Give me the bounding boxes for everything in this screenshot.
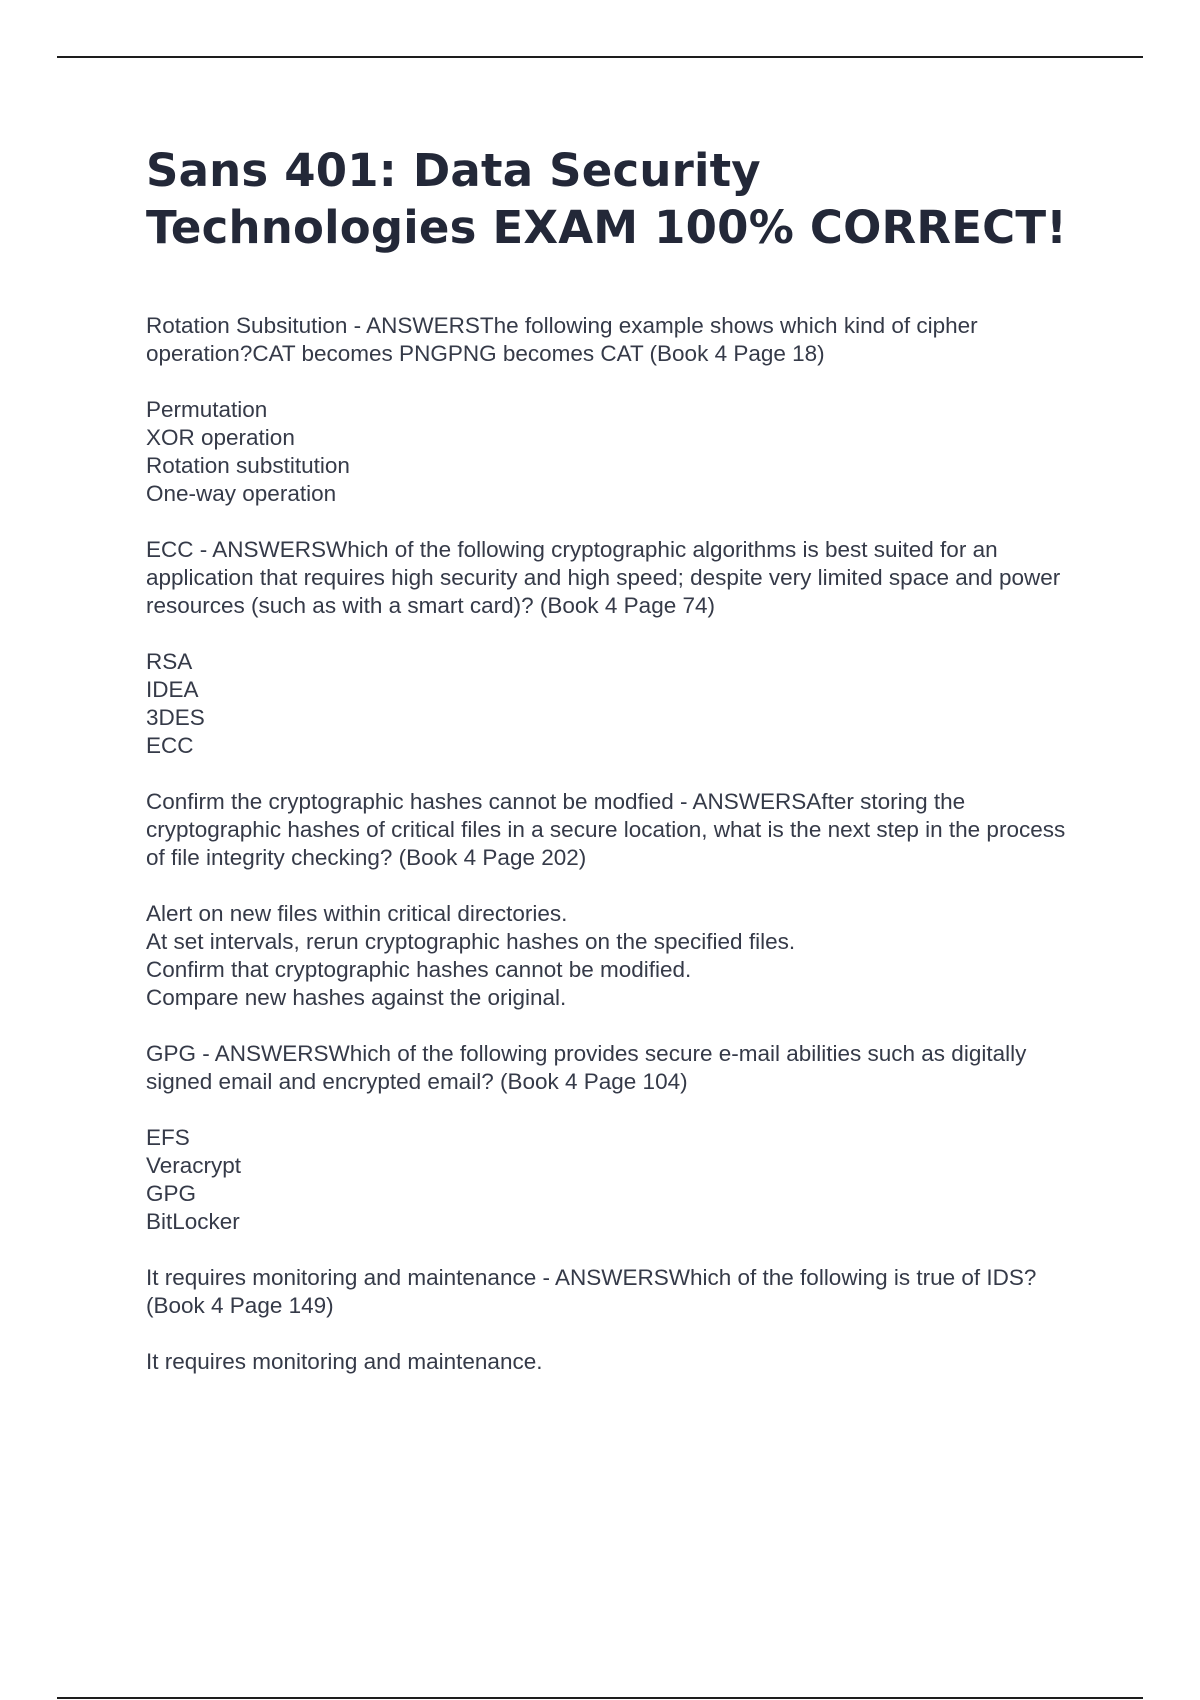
option-item: XOR operation	[146, 425, 295, 450]
question-list	[146, 312, 1076, 1376]
document-body	[146, 142, 1076, 1376]
qa-item	[146, 536, 1076, 760]
qa-item	[146, 788, 1076, 1012]
option-item: RSA	[146, 649, 193, 674]
option-item: ECC	[146, 733, 194, 758]
option-list	[146, 1348, 1076, 1376]
option-item: IDEA	[146, 677, 199, 702]
question-text: GPG - ANSWERSWhich of the following provides secure e-mail abilities such as digitally signed email and encrypted email? (Book 4 Page 104)	[146, 1041, 1027, 1094]
document-title: Sans 401: Data Security Technologies EXAM 100% CORRECT!	[146, 144, 1068, 254]
option-item: BitLocker	[146, 1209, 240, 1234]
qa-item	[146, 312, 1076, 508]
option-item: GPG	[146, 1181, 197, 1206]
option-item: Confirm that cryptographic hashes cannot be modified.	[146, 957, 692, 982]
option-item: One-way operation	[146, 481, 337, 506]
qa-item	[146, 1264, 1076, 1376]
option-item: EFS	[146, 1125, 190, 1150]
option-list	[146, 396, 1076, 508]
option-list	[146, 648, 1076, 760]
option-item: Veracrypt	[146, 1153, 242, 1178]
question-text: It requires monitoring and maintenance - ANSWERSWhich of the following is true of IDS? (Book 4 Page 149)	[146, 1265, 1037, 1318]
option-item: It requires monitoring and maintenance.	[146, 1349, 543, 1374]
option-list	[146, 900, 1076, 1012]
option-item: Compare new hashes against the original.	[146, 985, 567, 1010]
option-item: At set intervals, rerun cryptographic hashes on the specified files.	[146, 929, 796, 954]
footer-rule	[57, 1697, 1143, 1699]
qa-item	[146, 1040, 1076, 1236]
option-item: Rotation substitution	[146, 453, 350, 478]
option-list	[146, 1124, 1076, 1236]
question-text: ECC - ANSWERSWhich of the following cryptographic algorithms is best suited for an application that requires high security and high speed; despite very limited space and power resources (such as with a smart card)? (Book 4 Page 74)	[146, 537, 1061, 618]
option-item: Permutation	[146, 397, 268, 422]
header-rule	[57, 56, 1143, 58]
question-text: Confirm the cryptographic hashes cannot be modfied - ANSWERSAfter storing the cryptographic hashes of critical files in a secure location, what is the next step in the process of file integrity checking? (Book 4 Page 202)	[146, 789, 1066, 870]
option-item: Alert on new files within critical directories.	[146, 901, 568, 926]
question-text: Rotation Subsitution - ANSWERSThe following example shows which kind of cipher operation?CAT becomes PNGPNG becomes CAT (Book 4 Page 18)	[146, 313, 978, 366]
option-item: 3DES	[146, 705, 205, 730]
